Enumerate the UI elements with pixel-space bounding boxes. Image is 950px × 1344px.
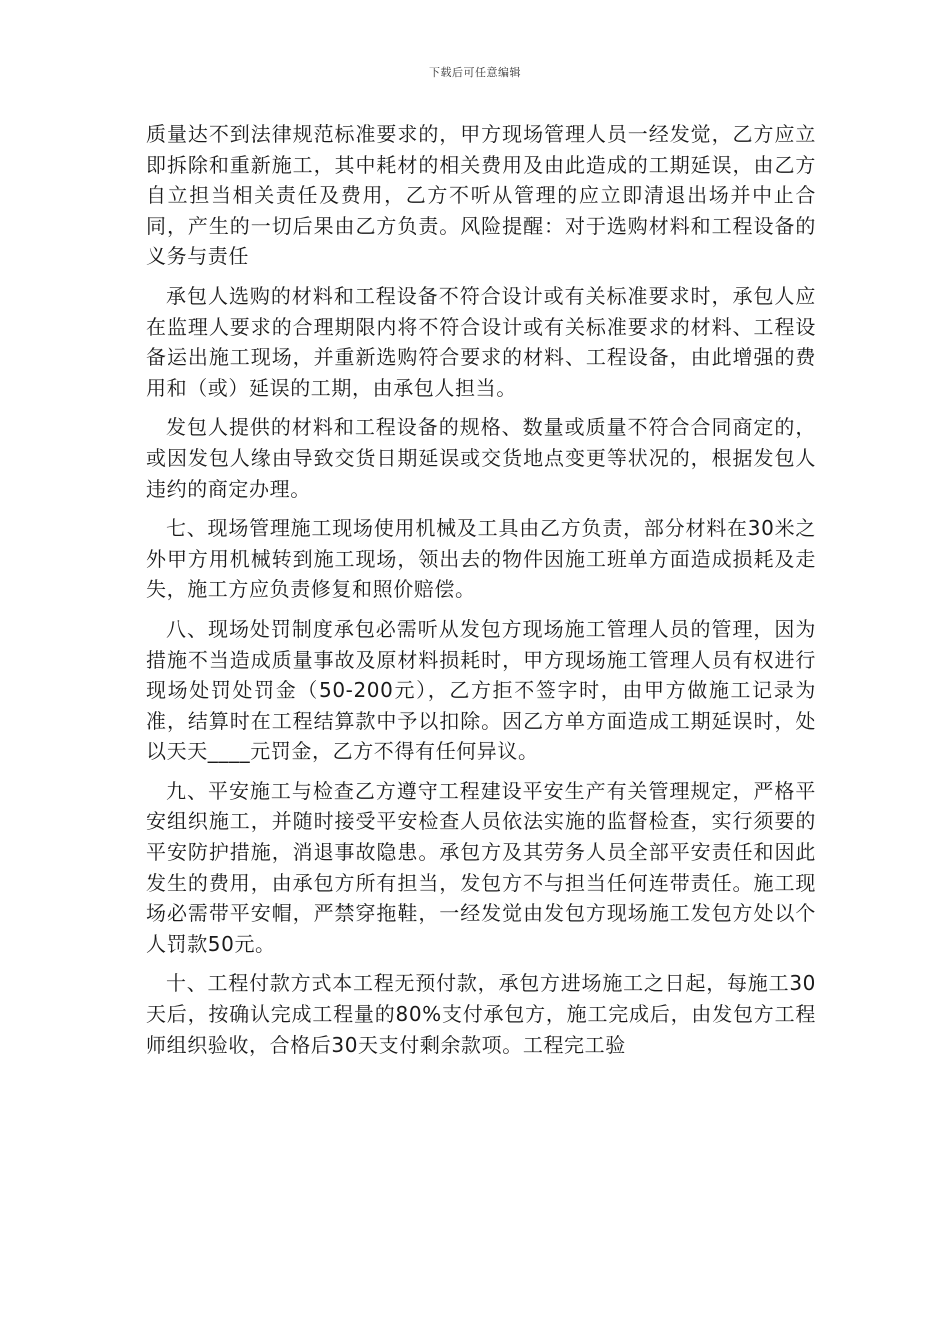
paragraph-site-management: 七、现场管理施工现场使用机械及工具由乙方负责，部分材料在30米之外甲方用机械转到施工现场，领出去的物件因施工班单方面造成损耗及走失，施工方应负责修复和照价赔偿。: [146, 516, 816, 602]
paragraph-safety-inspection: 九、平安施工与检查乙方遵守工程建设平安生产有关管理规定，严格平安组织施工，并随时接受平安检查人员依法实施的监督检查，实行须要的平安防护措施，消退事故隐患。承包方及其劳务人员全部平安责任和因此发生的费用，由承包方所有担当，发包方不与担当任何连带责任。施工现场必需带平安帽，严禁穿拖鞋，一经发觉由发包方现场施工发包方处以个人罚款50元。: [146, 778, 816, 956]
paragraph-contractor-materials: 承包人选购的材料和工程设备不符合设计或有关标准要求时，承包人应在监理人要求的合理期限内将不符合设计或有关标准要求的材料、工程设备运出施工现场，并重新选购符合要求的材料、工程设备，由此增强的费用和（或）延误的工期，由承包人担当。: [146, 283, 816, 400]
paragraph-payment-terms: 十、工程付款方式本工程无预付款，承包方进场施工之日起，每施工30天后，按确认完成工程量的80%支付承包方，施工完成后，由发包方工程师组织验收，合格后30天支付剩余款项。工程完工验: [146, 971, 816, 1057]
paragraph-employer-materials: 发包人提供的材料和工程设备的规格、数量或质量不符合合同商定的，或因发包人缘由导致交货日期延误或交货地点变更等状况的，根据发包人违约的商定办理。: [146, 415, 816, 501]
page-header: 下载后可任意编辑: [429, 66, 521, 79]
document-body: [146, 119, 816, 1069]
paragraph-quality-clause: 质量达不到法律规范标准要求的，甲方现场管理人员一经发觉，乙方应立即拆除和重新施工，其中耗材的相关费用及由此造成的工期延误，由乙方自立担当相关责任及费用，乙方不听从管理的应立即清退出场并中止合同，产生的一切后果由乙方负责。风险提醒：对于选购材料和工程设备的义务与责任: [146, 122, 816, 269]
paragraph-penalty-system: 八、现场处罚制度承包必需听从发包方现场施工管理人员的管理，因为措施不当造成质量事故及原材料损耗时，甲方现场施工管理人员有权进行现场处罚处罚金（50-200元），乙方拒不签字时，由甲方做施工记录为准，结算时在工程结算款中予以扣除。因乙方单方面造成工期延误时，处以天天____元罚金，乙方不得有任何异议。: [146, 616, 816, 764]
